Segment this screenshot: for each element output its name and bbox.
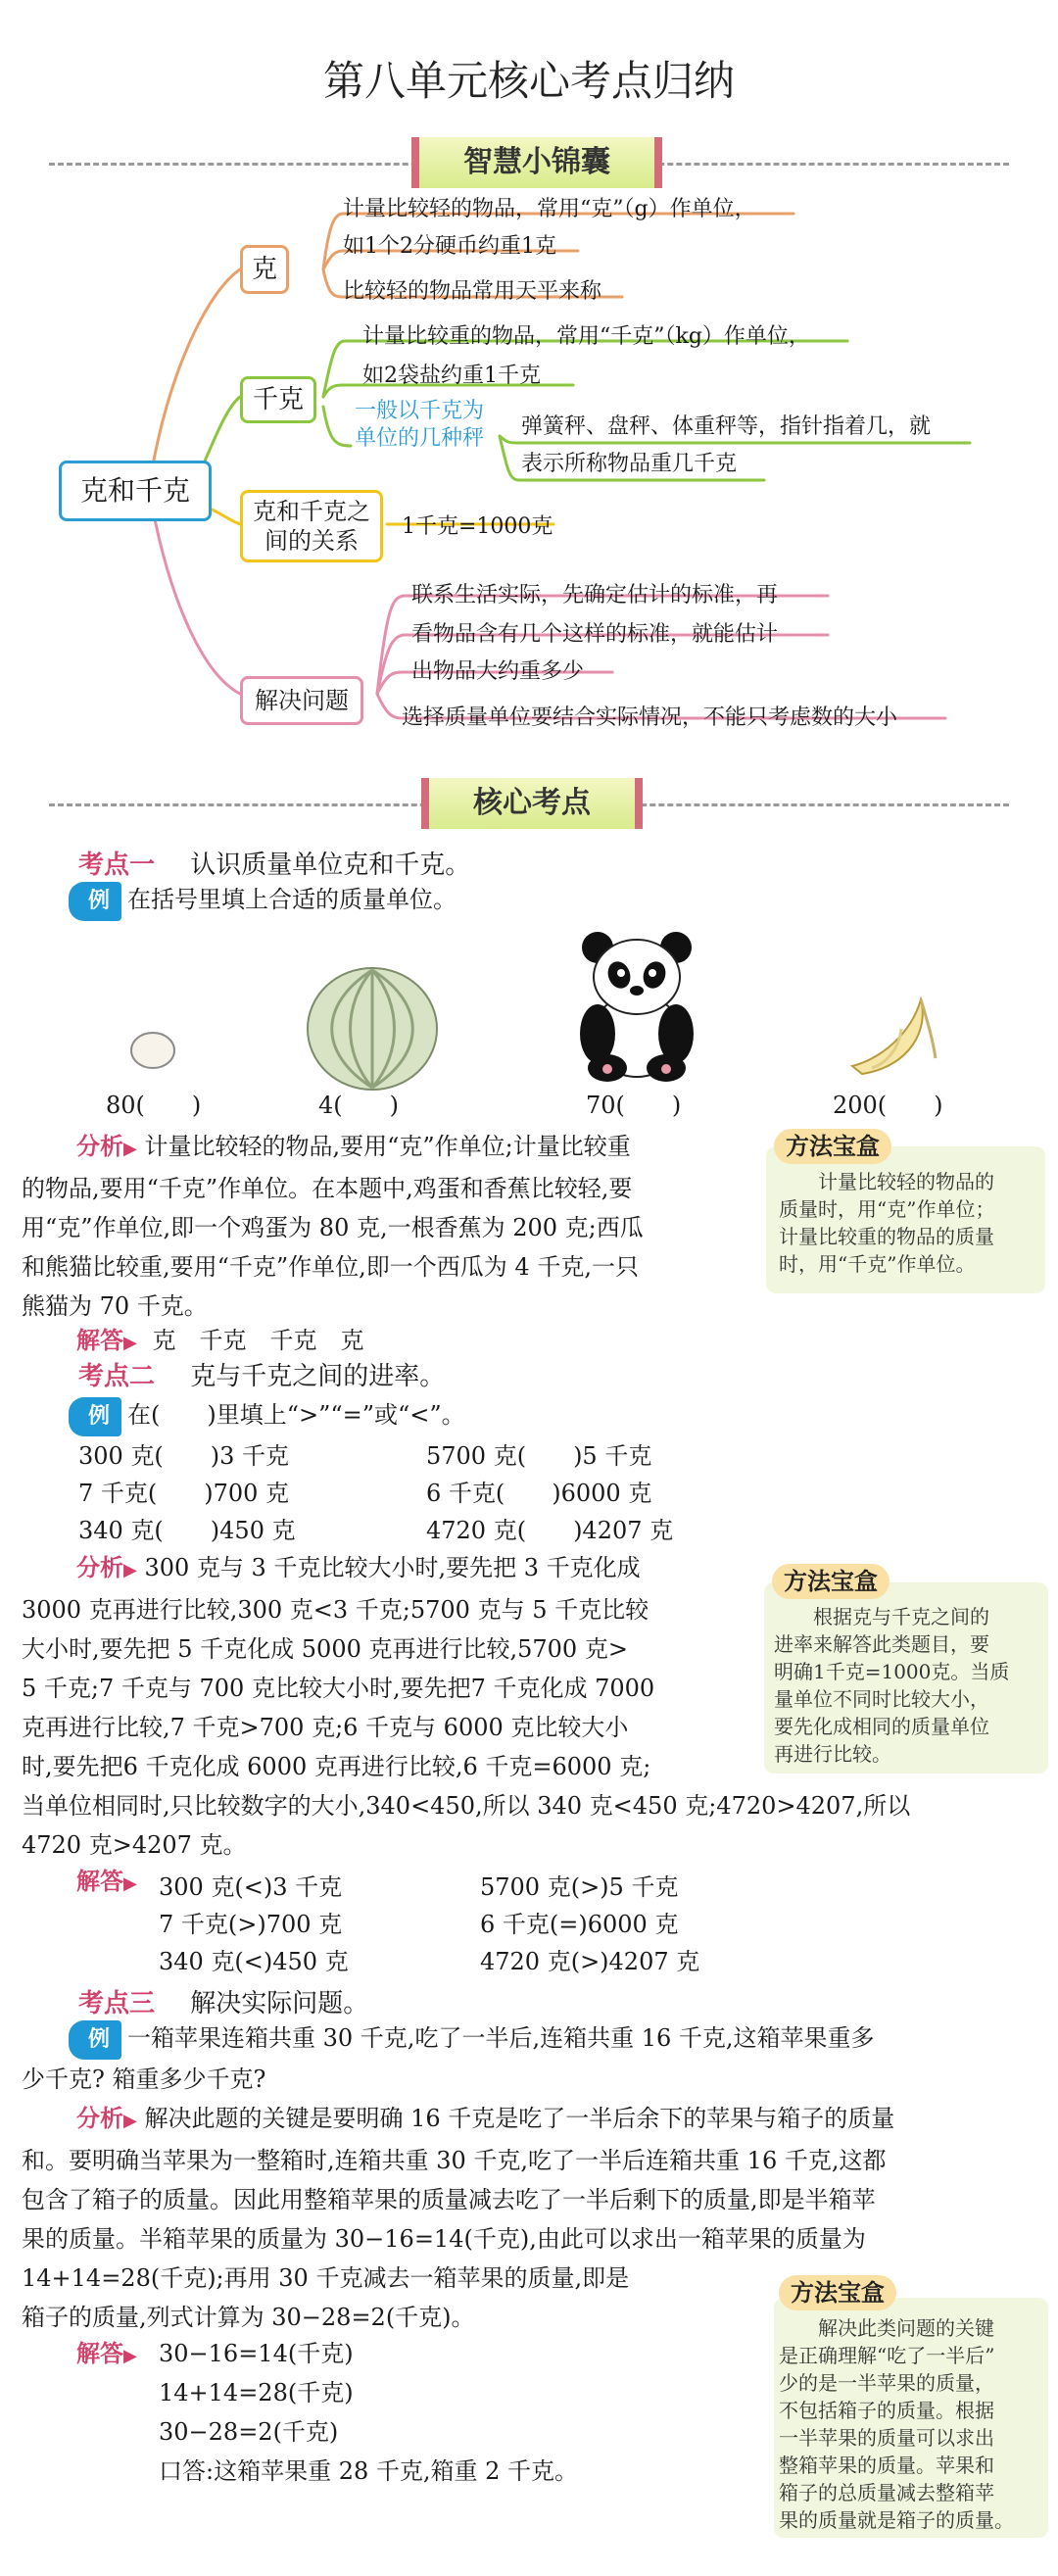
answer-3-label <box>76 2334 137 2376</box>
kaodian-1-head: 考点一 <box>78 851 156 880</box>
analysis-label: 分析 <box>76 1133 123 1160</box>
answer-cell: 300 克(<)3 千克 <box>159 1873 343 1901</box>
grid-cell: 300 克( )3 千克 <box>78 1442 290 1470</box>
kaodian-3 <box>78 1983 368 2019</box>
kaodian-1-text: 认识质量单位克和千克。 <box>190 851 471 880</box>
relation-label-2: 间的关系 <box>264 527 359 555</box>
method-box-1-body: 计量比较轻的物品的 质量时，用“克”作单位； 计量比较重的物品的质量 时，用“千克”作单位。 <box>779 1170 995 1276</box>
grid-cell: 7 千克( )700 克 <box>78 1480 290 1507</box>
triangle-icon: ▶ <box>123 2111 137 2131</box>
item-watermelon: 4( ) <box>318 1092 399 1119</box>
example-1-text: 在括号里填上合适的质量单位。 <box>127 886 457 913</box>
answer-label: 解答 <box>76 1868 123 1895</box>
example-3: 例 一箱苹果连箱共重 30 千克,吃了一半后,连箱共重 16 千克,这箱苹果重多 少千克? 箱重多少千克? <box>22 2018 1050 2099</box>
example-2-text: 在( )里填上“>”“=”或“<”。 <box>127 1401 465 1429</box>
scale-label-2: 单位的几种秤 <box>355 426 485 451</box>
solve-text-4: 选择质量单位要结合实际情况，不能只考虑数的大小 <box>402 705 898 730</box>
method-box-2-title: 方法宝盒 <box>772 1564 890 1599</box>
ke-text-3: 比较轻的物品常用天平来称 <box>343 279 602 304</box>
kaodian-1 <box>78 845 470 881</box>
node-ke: 克 <box>240 245 289 294</box>
section-banner-core: 核心考点 <box>421 778 643 829</box>
watermelon-icon <box>304 965 441 1093</box>
scale-text-1: 弹簧秤、盘秤、体重秤等，指针指着几，就 <box>521 414 932 439</box>
item-panda: 70( ) <box>586 1092 682 1119</box>
solve-text-1: 联系生活实际，先确定估计的标准，再 <box>411 583 779 608</box>
egg-icon <box>127 1029 178 1072</box>
answer-cell: 7 千克(>)700 克 <box>159 1911 343 1938</box>
answer-3-body: 30−16=14(千克) 14+14=28(千克) 30−28=2(千克) 口答:这箱苹果重 28 千克,箱重 2 千克。 <box>159 2340 579 2485</box>
item-egg: 80( ) <box>106 1092 202 1119</box>
answer-1: 解答▶ 克 千克 千克 克 <box>76 1327 364 1354</box>
analysis-label: 分析 <box>76 2105 123 2132</box>
node-relation <box>240 490 383 562</box>
kaodian-3-head: 考点三 <box>78 1989 156 2018</box>
method-box-3-title: 方法宝盒 <box>779 2275 896 2310</box>
solve-text-2: 看物品含有几个这样的标准，就能估计 <box>411 622 779 647</box>
example-badge: 例 <box>69 882 121 921</box>
grid-cell: 6 千克( )6000 克 <box>426 1480 652 1507</box>
example-badge: 例 <box>69 2020 121 2060</box>
node-qianke: 千克 <box>240 376 316 423</box>
analysis-1: 分析▶ 计量比较轻的物品,要用“克”作单位;计量比较重 的物品,要用“千克”作单位。在本题中,鸡蛋和香蕉比较轻,要 用“克”作单位,即一个鸡蛋为 80 克,一根香蕉为 200 克;西瓜 和熊猫比较重,要用“千克”作单位,即一个西瓜为 4 千克,一只 熊猫为 70 千克。 <box>22 1133 644 1320</box>
answer-cell: 6 千克(=)6000 克 <box>480 1911 679 1938</box>
grid-cell: 5700 克( )5 千克 <box>426 1442 652 1470</box>
item-banana: 200( ) <box>833 1092 943 1119</box>
branch-line-qianke <box>201 397 240 470</box>
solve-text-3: 出物品大约重多少 <box>411 659 585 684</box>
node-solve: 解决问题 <box>240 676 363 725</box>
ke-text-1: 计量比较轻的物品，常用“克”（g）作单位， <box>343 197 756 221</box>
relation-label-1: 克和千克之 <box>253 498 370 525</box>
answer-cell: 4720 克(>)4207 克 <box>480 1948 700 1975</box>
triangle-icon: ▶ <box>123 1873 137 1894</box>
method-box-3-body: 解决此类问题的关键 是正确理解“吃了一半后” 少的是一半苹果的质量， 不包括箱子的质量。根据 一半苹果的质量可以求出 整箱苹果的质量。苹果和 箱子的总质量减去整箱苹 果的质量就是箱子的质量。 <box>779 2316 1014 2532</box>
analysis-label: 分析 <box>76 1554 123 1581</box>
branch-line-solve <box>152 505 240 694</box>
method-box-1-title: 方法宝盒 <box>774 1129 891 1164</box>
answer-2-label <box>76 1862 137 1904</box>
answer-label: 解答 <box>76 2340 123 2367</box>
scale-text-2: 表示所称物品重几千克 <box>521 452 738 476</box>
section-banner-tips: 智慧小锦囊 <box>411 137 662 188</box>
kaodian-2-text: 克与千克之间的进率。 <box>190 1362 446 1391</box>
analysis-3: 分析▶ 解决此题的关键是要明确 16 千克是吃了一半后余下的苹果与箱子的质量 和。要明确当苹果为一整箱时,连箱共重 30 千克,吃了一半后连箱共重 16 千克,这都 包含了箱子的质量。因此用整箱苹果的质量减去吃了一半后剩下的质量,即是半箱苹 果的质量。半箱苹果的质量为 30−16=14(千克),由此可以求出一箱苹果的质量为 14+14=28(千克);再用 30 千克减去一箱苹果的质量,即是 箱子的质量,列式计算为 30−28=2(千克)。 <box>22 2105 895 2331</box>
triangle-icon: ▶ <box>123 1560 137 1580</box>
mindmap-root: 克和千克 <box>59 461 212 521</box>
page-title: 第八单元核心考点归纳 <box>322 57 735 105</box>
relation-text: 1千克=1000克 <box>402 514 553 539</box>
panda-icon <box>573 926 700 1083</box>
grid-cell: 340 克( )450 克 <box>78 1517 296 1544</box>
branch-line-ke <box>152 269 240 470</box>
kaodian-2-head: 考点二 <box>78 1362 156 1391</box>
kaodian-3-text: 解决实际问题。 <box>190 1989 369 2018</box>
ke-text-2: 如1个2分硬币约重1克 <box>343 234 556 259</box>
qianke-text-1: 计量比较重的物品，常用“千克”（kg）作单位， <box>362 324 810 349</box>
banana-icon <box>842 990 940 1078</box>
analysis-2: 分析▶ 300 克与 3 千克比较大小时,要先把 3 千克化成 3000 克再进行比较,300 克<3 千克;5700 克与 5 千克比较 大小时,要先把 5 千克化成 5000 克再进行比较,5700 克> 5 千克;7 千克与 700 克比较大小时,要先把7 千克化成 7000 克再进行比较,7 千克>700 克;6 千克与 6000 克比较大小 时,要先把6 千克化成 6000 克再进行比较,6 千克=6000 克; 当单位相同时,只比较数字的大小,340<450,所以 340 克<450 克;4720>4207,所以 4720 克>4207 克。 <box>22 1554 911 1859</box>
answer-label: 解答 <box>76 1327 123 1354</box>
answer-cell: 340 克(<)450 克 <box>159 1948 349 1975</box>
example-badge: 例 <box>69 1397 121 1436</box>
scale-label-1: 一般以千克为 <box>355 399 485 423</box>
method-box-2-body: 根据克与千克之间的 进率来解答此类题目，要 明确1千克=1000克。当质 量单位不同时比较大小， 要先化成相同的质量单位 再进行比较。 <box>774 1605 1010 1766</box>
answer-cell: 5700 克(>)5 千克 <box>480 1873 679 1901</box>
qianke-text-2: 如2袋盐约重1千克 <box>362 364 541 388</box>
grid-cell: 4720 克( )4207 克 <box>426 1517 674 1544</box>
triangle-icon: ▶ <box>123 1333 137 1353</box>
example-2 <box>69 1395 465 1436</box>
example-1 <box>69 880 457 921</box>
triangle-icon: ▶ <box>123 2346 137 2366</box>
kaodian-2 <box>78 1356 445 1392</box>
triangle-icon: ▶ <box>123 1139 137 1159</box>
